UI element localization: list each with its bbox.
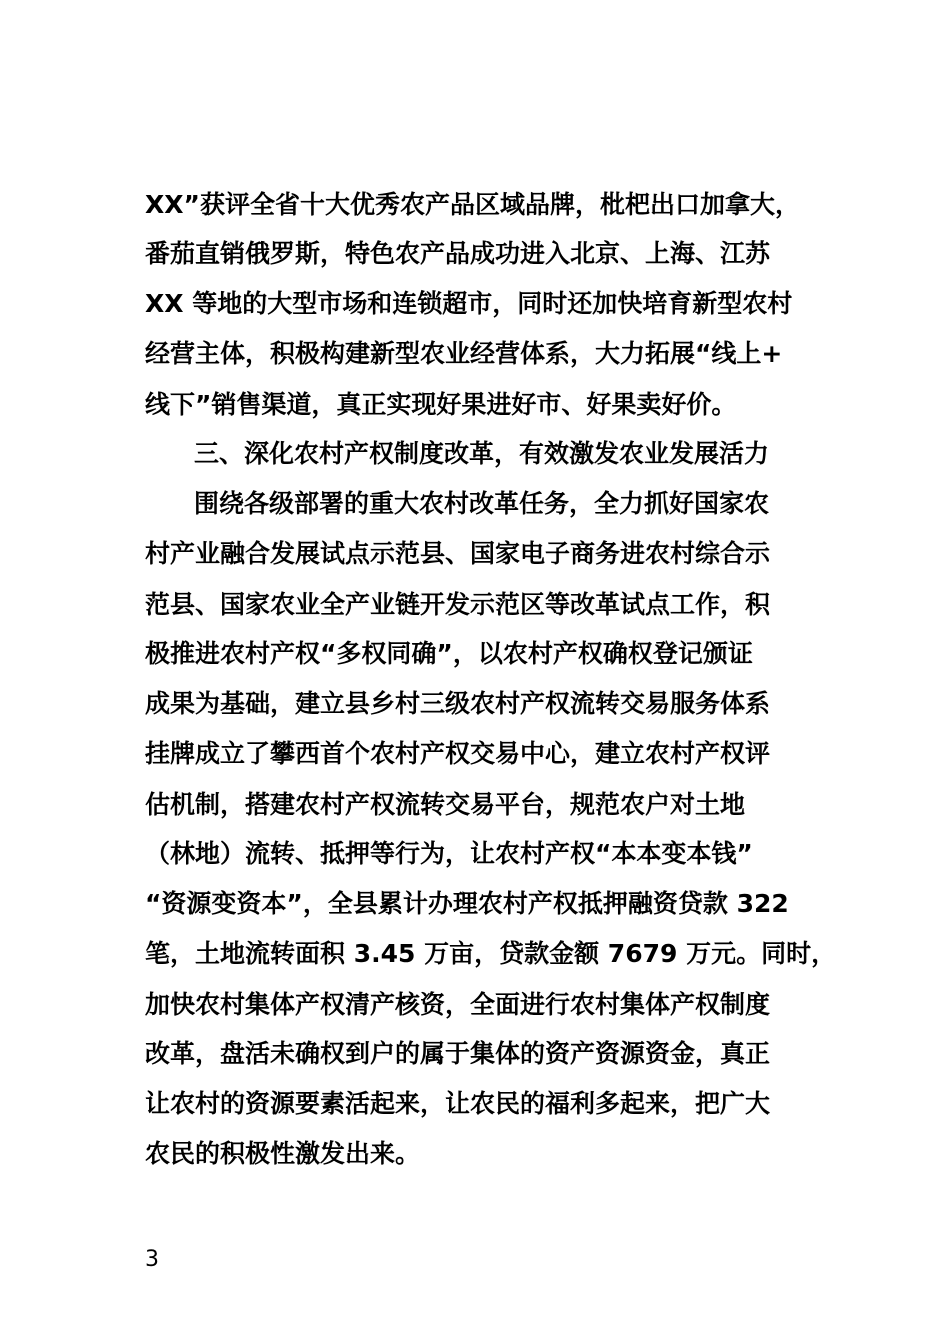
- body-line-13: 估机制，搭建农村产权流转交易平台，规范农户对土地: [145, 790, 746, 819]
- body-line-8: 村产业融合发展试点示范县、国家电子商务进农村综合示: [145, 539, 771, 568]
- page-number: 3: [145, 1247, 159, 1272]
- body-line-5: 线下”销售渠道，真正实现好果进好市、好果卖好价。: [145, 390, 737, 419]
- body-line-11: 成果为基础，建立县乡村三级农村产权流转交易服务体系: [145, 689, 771, 718]
- body-line-9: 范县、国家农业全产业链开发示范区等改革试点工作，积: [145, 590, 771, 619]
- body-line-7: 围绕各级部署的重大农村改革任务，全力抓好国家农: [194, 489, 770, 518]
- body-line-15: “资源变资本”，全县累计办理农村产权抵押融资贷款 322: [145, 889, 789, 918]
- body-line-18: 改革，盘活未确权到户的属于集体的资产资源资金，真正: [145, 1039, 771, 1068]
- body-line-14: （林地）流转、抵押等行为，让农村产权“本本变本钱”: [145, 839, 753, 868]
- section-heading: 三、深化农村产权制度改革，有效激发农业发展活力: [194, 439, 770, 468]
- body-line-4: 经营主体，积极构建新型农业经营体系，大力拓展“线上+: [145, 339, 783, 368]
- body-line-1: XX”获评全省十大优秀农产品区域品牌，枇杷出口加拿大，: [145, 190, 800, 219]
- body-line-19: 让农村的资源要素活起来，让农民的福利多起来，把广大: [145, 1089, 771, 1118]
- body-line-12: 挂牌成立了攀西首个农村产权交易中心，建立农村产权评: [145, 739, 771, 768]
- body-line-3: XX 等地的大型市场和连锁超市，同时还加快培育新型农村: [145, 289, 793, 318]
- body-line-20: 农民的积极性激发出来。: [145, 1139, 421, 1168]
- body-line-10: 极推进农村产权“多权同确”，以农村产权确权登记颁证: [145, 639, 753, 668]
- body-line-2: 番茄直销俄罗斯，特色农产品成功进入北京、上海、江苏: [145, 239, 771, 268]
- body-line-16: 笔，土地流转面积 3.45 万亩，贷款金额 7679 万元。同时，: [145, 939, 837, 968]
- body-line-17: 加快农村集体产权清产核资，全面进行农村集体产权制度: [145, 990, 771, 1019]
